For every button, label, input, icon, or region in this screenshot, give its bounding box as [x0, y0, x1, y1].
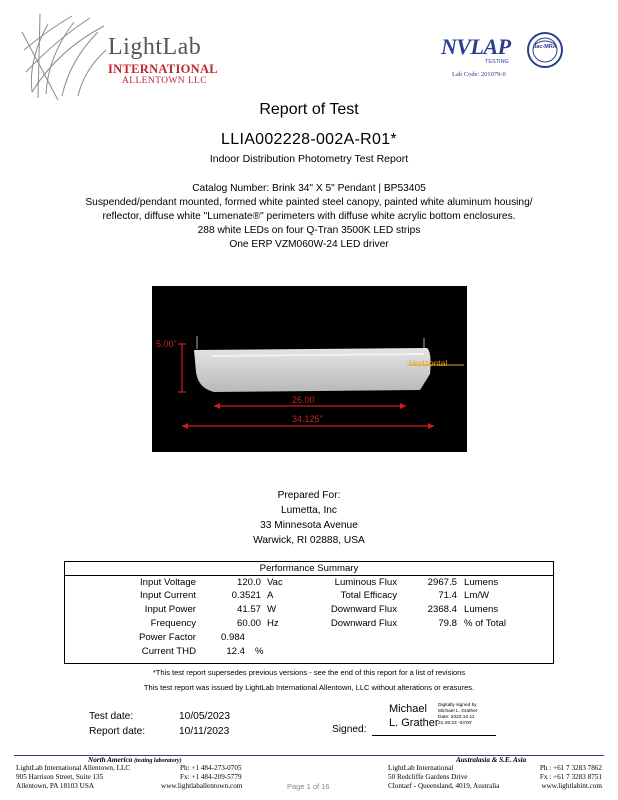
client-company: Lumetta, Inc	[280, 505, 338, 516]
perf-unit: %	[255, 646, 264, 657]
perf-label: Frequency	[150, 618, 196, 629]
report-title: Report of Test	[259, 101, 359, 118]
test-date-value: 10/05/2023	[179, 711, 230, 722]
inner-width-label: 26.00	[292, 395, 315, 405]
signature-line	[372, 735, 496, 736]
report-subtitle: Indoor Distribution Photometry Test Report	[209, 153, 409, 165]
page-number: Page 1 of 16	[287, 782, 330, 791]
report-date-value: 10/11/2023	[179, 726, 230, 737]
perf-label: Input Current	[140, 590, 196, 601]
nvlap-testing-label: TESTING	[485, 59, 509, 65]
signature-name-line-2: L. Grather	[389, 717, 439, 729]
signature-name-line-1: Michael	[389, 703, 427, 715]
client-street: 33 Minnesota Avenue	[260, 520, 358, 531]
lightlab-globe-logo	[18, 10, 108, 100]
performance-summary-heading: Performance Summary	[65, 562, 553, 576]
perf-unit: % of Total	[464, 618, 506, 629]
perf-value: 60.00	[236, 618, 261, 629]
catalog-number: Catalog Number: Brink 34" X 5" Pendant | BP53405	[192, 183, 426, 194]
footer-au-fax: Fx : +61 7 3283 8751	[539, 773, 602, 781]
perf-label: Downward Flux	[330, 618, 397, 629]
footer-na-line-2: 905 Harrison Street, Suite 135	[16, 773, 104, 781]
footer-na-line-1: LightLab International Allentown, LLC	[16, 764, 131, 772]
description-line-1: Suspended/pendant mounted, formed white painted steel canopy, painted white aluminum housing/	[85, 197, 533, 208]
perf-label: Luminous Flux	[334, 577, 397, 588]
perf-label: Downward Flux	[330, 604, 397, 615]
logo-international: INTERNATIONAL	[108, 62, 218, 76]
digital-signature-line-2: Michael L. Grather	[438, 709, 478, 714]
digital-signature-line-4: 21:45:23 -04'00'	[438, 721, 473, 726]
test-date-label: Test date:	[89, 711, 134, 722]
footer-na-heading-text: North America	[88, 756, 133, 764]
issued-note: This test report was issued by LightLab International Allentown, LLC without alterations or erasures.	[143, 683, 475, 692]
luminaire-drawing	[152, 286, 467, 452]
digital-signature-line-3: Date: 2023.10.11	[438, 715, 475, 720]
nvlap-logo	[441, 34, 527, 66]
footer-na-line-3: Allentown, PA 18103 USA	[16, 782, 95, 790]
description-line-2: reflector, diffuse white "Lumenate®" perimeters with diffuse white acrylic bottom enclosures.	[102, 211, 516, 222]
footer-au-line-3: Clontarf - Queensland, 4019, Australia	[388, 782, 500, 790]
perf-value: 79.8	[438, 618, 457, 629]
driver-description: One ERP VZM060W-24 LED driver	[229, 239, 389, 250]
perf-unit: Lm/W	[464, 590, 490, 601]
footer-na-fax: Fx: +1 484-209-5779	[180, 773, 242, 781]
perf-value: 71.4	[438, 590, 457, 601]
report-date-label: Report date:	[89, 726, 146, 737]
footer-au-website[interactable]: www.lightlabint.com	[541, 782, 602, 790]
perf-value: 2368.4	[427, 604, 457, 615]
footer-au-heading: Australasia & S.E. Asia	[456, 756, 527, 764]
footer-na-heading	[88, 756, 182, 764]
perf-unit: Lumens	[464, 577, 499, 588]
perf-value: 0.984	[220, 632, 245, 643]
footer-na-phone: Ph: +1 484-273-0705	[180, 764, 242, 772]
ilac-mra-seal	[526, 31, 564, 69]
led-description: 288 white LEDs on four Q-Tran 3500K LED strips	[197, 225, 421, 236]
footer-na-website[interactable]: www.lightlaballentown.com	[161, 782, 243, 790]
footer-au-line-2: 50 Redcliffe Gardens Drive	[388, 773, 468, 781]
perf-value: 12.4	[226, 646, 245, 657]
signed-label: Signed:	[332, 724, 367, 735]
perf-value: 120.0	[236, 577, 261, 588]
horizontal-label: Horizontal	[409, 358, 448, 368]
nvlap-wordmark: NVLAP	[441, 34, 511, 59]
perf-label: Input Power	[144, 604, 196, 615]
footer-au-phone: Ph : +61 7 3283 7862	[539, 764, 602, 772]
perf-label: Total Efficacy	[340, 590, 397, 601]
footer-na-subheading: (testing laboratory)	[134, 758, 182, 764]
client-city: Warwick, RI 02888, USA	[253, 535, 365, 546]
lab-code: Lab Code: 201079-0	[452, 71, 506, 78]
supersede-note: *This test report supersedes previous versions - see the end of this report for a list of revisions	[152, 668, 466, 677]
perf-unit: Hz	[267, 618, 279, 629]
perf-unit: Lumens	[464, 604, 499, 615]
performance-summary-table	[64, 561, 554, 664]
prepared-for-heading: Prepared For:	[277, 490, 341, 501]
perf-label: Input Voltage	[139, 577, 196, 588]
product-photo	[152, 286, 467, 452]
perf-label: Current THD	[141, 646, 196, 657]
digital-signature-line-1: Digitally signed by	[438, 703, 477, 708]
perf-value: 2967.5	[427, 577, 457, 588]
perf-label: Power Factor	[138, 632, 196, 643]
perf-unit: A	[267, 590, 274, 601]
outer-width-label: 34.125"	[292, 414, 323, 424]
footer-au-line-1: LightLab International	[388, 764, 454, 772]
perf-value: 41.57	[236, 604, 261, 615]
perf-value: 0.3521	[231, 590, 261, 601]
logo-wordmark: LightLab	[108, 34, 202, 60]
report-number: LLIA002228-002A-R01*	[221, 131, 397, 148]
logo-allentown: ALLENTOWN LLC	[122, 76, 207, 86]
perf-unit: W	[267, 604, 277, 615]
ilac-mra-label: ilac-MRA	[533, 44, 557, 50]
height-dimension-label: 5.00"	[156, 339, 177, 349]
perf-unit: Vac	[267, 577, 283, 588]
